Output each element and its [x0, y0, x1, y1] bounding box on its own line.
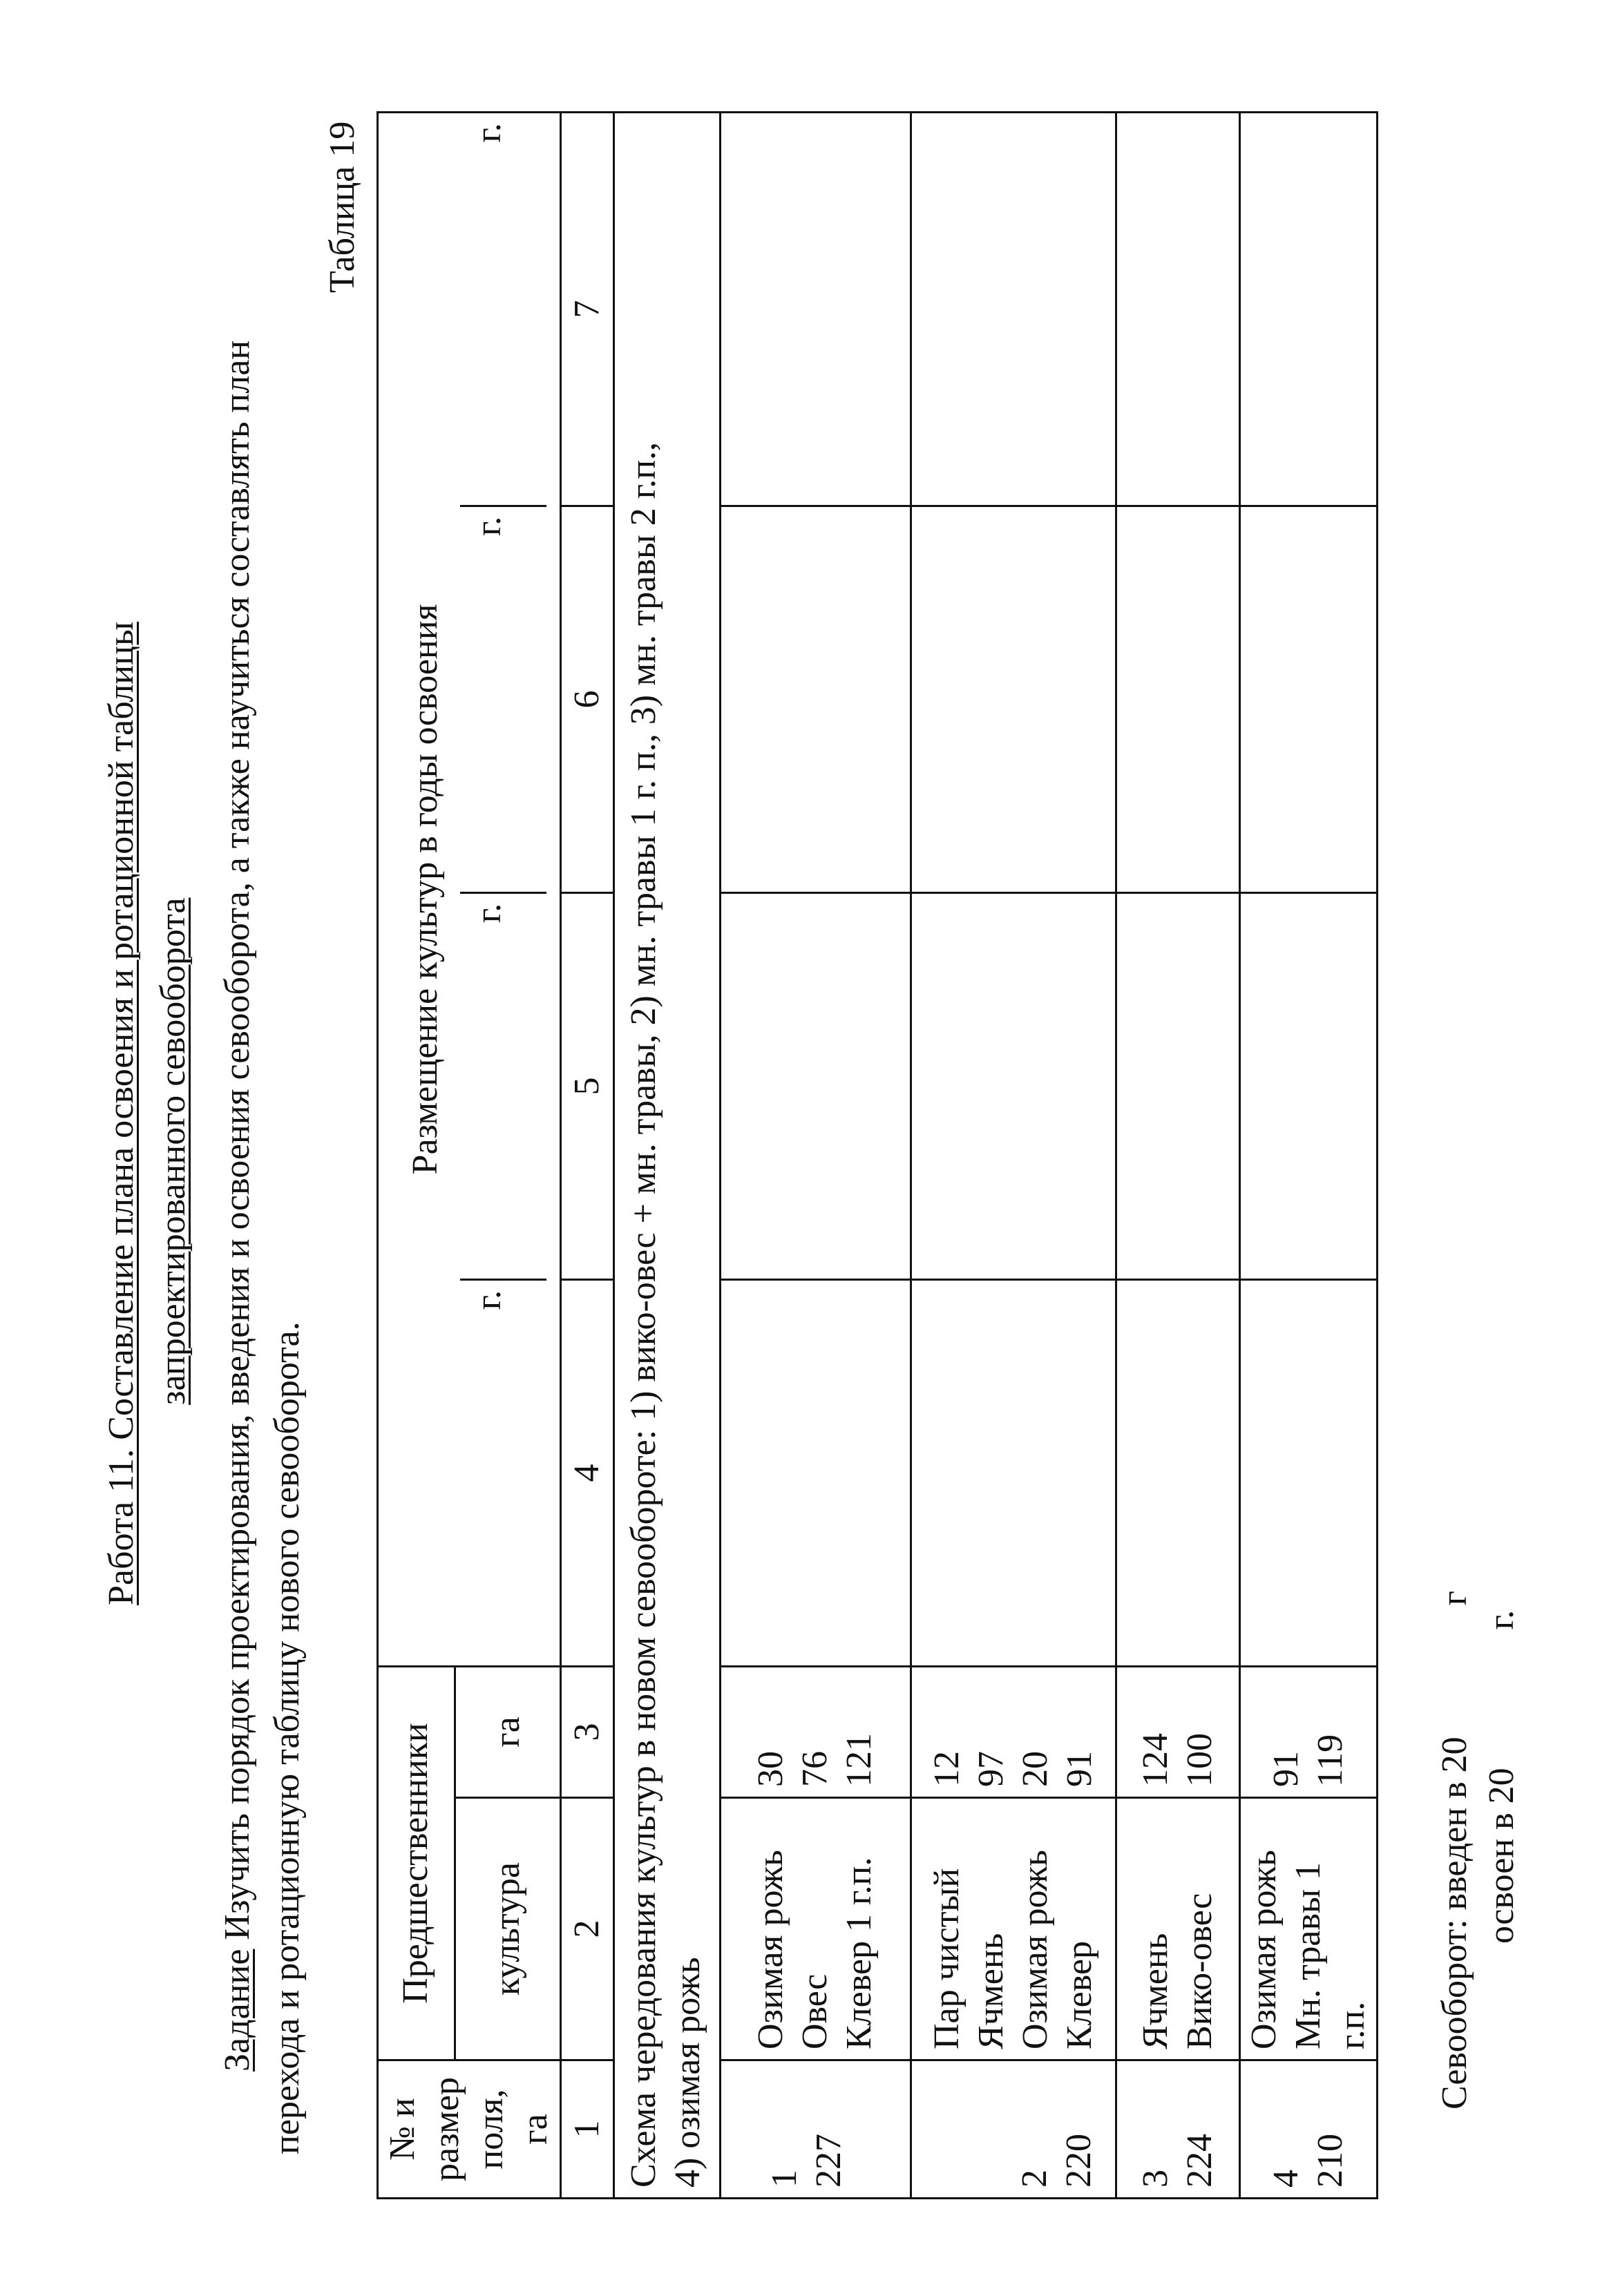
- ha-value: 20: [1015, 1751, 1055, 1787]
- footer-introduced-suffix: г: [1435, 1591, 1474, 1606]
- header-ha: га: [455, 1667, 560, 1798]
- header-field-line1: № и: [382, 2098, 422, 2161]
- table-row: [911, 112, 1116, 2198]
- field-cell: [1116, 2060, 1239, 2199]
- crop-name: Клевер 1 г.п.: [839, 1857, 879, 2049]
- ha-value: 124: [1135, 1733, 1175, 1787]
- year-header-2: г.: [460, 894, 546, 1281]
- header-field-line3: поля, га: [470, 2089, 555, 2170]
- ha-value: 100: [1179, 1733, 1219, 1787]
- footer-mastered: [1484, 1610, 1520, 1944]
- field-number: 4: [1266, 2170, 1306, 2188]
- year-cell[interactable]: [911, 893, 1116, 1280]
- table-row: [720, 112, 911, 2198]
- task-text-line2: перехода и ротационную таблицу нового севооборота.: [267, 1321, 307, 2154]
- col-number-3: 3: [560, 1667, 613, 1798]
- field-number: 2: [1014, 2170, 1054, 2188]
- table-label: Таблица 19: [323, 121, 362, 293]
- ha-cell: [911, 1667, 1116, 1798]
- field-number: 1: [764, 2170, 804, 2188]
- rotation-table: [377, 111, 1378, 2199]
- task-text-part1: Изучить порядок проектирования, введения и освоения севооборота, а также научиться составлять план: [218, 340, 257, 1949]
- header-predecessors: Предшественники: [378, 1667, 455, 2060]
- year-cell[interactable]: [911, 506, 1116, 893]
- crop-name: Озимая рожь: [751, 1850, 791, 2049]
- table-row: [1239, 112, 1377, 2198]
- page-title-line2: запроектированного севооборота: [153, 897, 193, 1405]
- footer-introduced: [1437, 1591, 1473, 2110]
- crop-name: Озимая рожь: [1244, 1850, 1284, 2049]
- year-cell[interactable]: [1116, 893, 1239, 1280]
- year-cell[interactable]: [1116, 1280, 1239, 1667]
- ha-value: 119: [1310, 1734, 1350, 1787]
- year-cell[interactable]: [720, 506, 911, 893]
- year-header-4: г.: [460, 113, 546, 507]
- year-cell[interactable]: [1239, 112, 1377, 506]
- col-number-1: 1: [560, 2060, 613, 2199]
- ha-cell: [720, 1667, 911, 1798]
- year-cell[interactable]: [720, 893, 911, 1280]
- year-cell[interactable]: [720, 1280, 911, 1667]
- year-cell[interactable]: [1239, 893, 1377, 1280]
- crop-name: Клевер: [1059, 1940, 1099, 2049]
- field-size: 220: [1058, 2134, 1098, 2188]
- crop-name: Озимая рожь: [1015, 1850, 1055, 2049]
- crop-cell: [720, 1798, 911, 2060]
- scheme-line2: 4) озимая рожь: [667, 1957, 707, 2188]
- ha-value: 91: [1266, 1751, 1306, 1787]
- year-cell[interactable]: [1239, 506, 1377, 893]
- ha-cell: [1116, 1667, 1239, 1798]
- header-field: [378, 2060, 561, 2199]
- ha-value: 12: [926, 1751, 966, 1787]
- crop-name: Мн. травы 1 г.п.: [1288, 1862, 1372, 2049]
- col-number-4: 4: [560, 1280, 613, 1667]
- field-size: 224: [1179, 2134, 1219, 2188]
- page-title-line1: Работа 11. Составление плана освоения и ротационной таблицы: [102, 622, 141, 1605]
- col-number-2: 2: [560, 1798, 613, 2060]
- year-cell[interactable]: [911, 112, 1116, 506]
- year-cell[interactable]: [1116, 112, 1239, 506]
- table-row: [1116, 112, 1239, 2198]
- col-number-5: 5: [560, 893, 613, 1280]
- header-crop: культура: [455, 1798, 560, 2060]
- field-size: 210: [1310, 2134, 1350, 2188]
- ha-value: 121: [839, 1733, 879, 1787]
- field-size: 227: [808, 2134, 848, 2188]
- crop-name: Ячмень: [971, 1933, 1011, 2049]
- crop-name: Овес: [795, 1973, 835, 2049]
- ha-value: 97: [971, 1751, 1011, 1787]
- crop-cell: [1116, 1798, 1239, 2060]
- year-cell[interactable]: [1239, 1280, 1377, 1667]
- header-placement-block: [378, 112, 561, 1666]
- crop-name: Пар чистый: [926, 1868, 966, 2049]
- scheme-line1: Схема чередования культур в новом севообороте: 1) вико-овес + мн. травы, 2) мн. травы 1 г. п., 3) мн. травы 2 г.п.,: [623, 441, 663, 2188]
- task-text-line1: [220, 341, 256, 2072]
- crop-name: Вико-овес: [1179, 1893, 1219, 2049]
- footer-mastered-suffix: г.: [1482, 1609, 1521, 1630]
- year-cell[interactable]: [720, 112, 911, 506]
- year-header-1: г.: [469, 1290, 509, 1310]
- footer-mastered-label: освоен в 20: [1482, 1768, 1521, 1944]
- ha-value: 76: [795, 1751, 835, 1787]
- year-cell[interactable]: [911, 1280, 1116, 1667]
- ha-value: 30: [751, 1751, 791, 1787]
- year-cell[interactable]: [1116, 506, 1239, 893]
- ha-value: 91: [1059, 1751, 1099, 1787]
- field-number: 3: [1135, 2170, 1175, 2188]
- year-header-3: г.: [460, 507, 546, 894]
- field-cell: [720, 2060, 911, 2199]
- col-number-7: 7: [560, 112, 613, 506]
- crop-cell: [1239, 1798, 1377, 2060]
- crop-cell: [911, 1798, 1116, 2060]
- col-number-6: 6: [560, 506, 613, 893]
- header-field-line2: размер: [426, 2077, 466, 2181]
- field-cell: [1239, 2060, 1377, 2199]
- scheme-text: [613, 112, 720, 2198]
- header-placement: Размещение культур в годы освоения: [406, 604, 446, 1175]
- crop-name: Ячмень: [1135, 1933, 1175, 2049]
- task-label: Задание: [218, 1949, 257, 2072]
- footer-introduced-label: Севооборот: введен в 20: [1435, 1737, 1474, 2110]
- field-cell: [911, 2060, 1116, 2199]
- ha-cell: [1239, 1667, 1377, 1798]
